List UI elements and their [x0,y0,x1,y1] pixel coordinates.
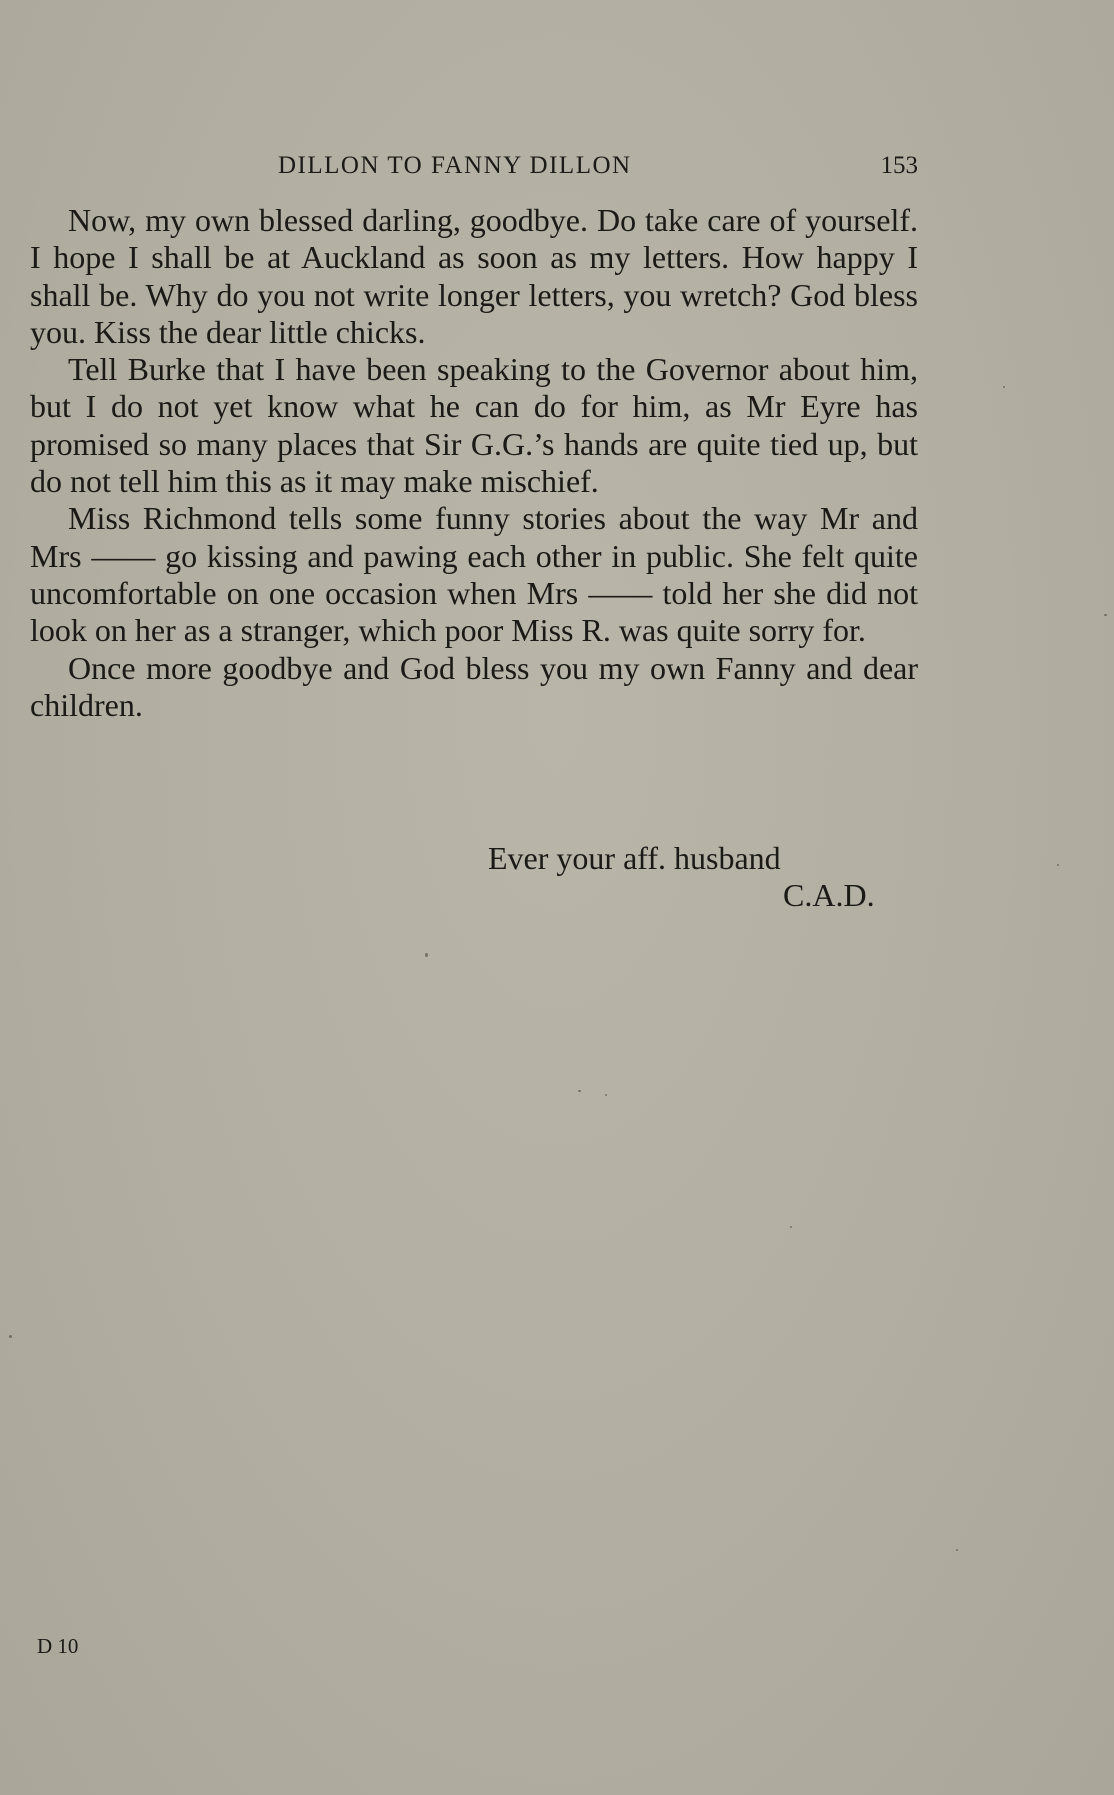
closing-line: Ever your aff. husband [488,840,781,876]
paper-speck [1104,614,1107,616]
paragraph: Tell Burke that I have been speaking to the Governor about him, but I do not yet know what he can do for him, as Mr Eyre has promised so many places that Sir G.G.’s hands are quite tied up, but do not tell him this as it may make mischief. [30,351,918,500]
paragraph: Once more goodbye and God bless you my own Fanny and dear children. [30,649,918,723]
paper-speck [790,1226,792,1228]
paper-speck [1057,864,1059,866]
paper-speck [956,1549,958,1551]
signature-initials: C.A.D. [783,877,875,913]
paper-speck [578,1090,581,1092]
printer-signature-mark: D 10 [37,1634,79,1658]
running-head: DILLON TO FANNY DILLON [278,152,632,179]
page-number: 153 [880,152,918,179]
paper-speck [425,953,428,957]
paragraph: Now, my own blessed darling, goodbye. Do take care of yourself. I hope I shall be at Auckland as soon as my letters. How happy I shall be. Why do you not write longer letters, you wretch? God bless you. Kiss the dear little chicks. [30,202,918,350]
paper-speck [1003,386,1005,388]
paper-speck [9,1335,12,1338]
paragraph: Miss Richmond tells some funny stories about the way Mr and Mrs —— go kissing and pawing each other in public. She felt quite uncomfortable on one occasion when Mrs —— told her she did not look on her as a stranger, which poor Miss R. was quite sorry for. [30,500,918,649]
letter-body [30,202,918,724]
paper-speck [605,1094,607,1096]
